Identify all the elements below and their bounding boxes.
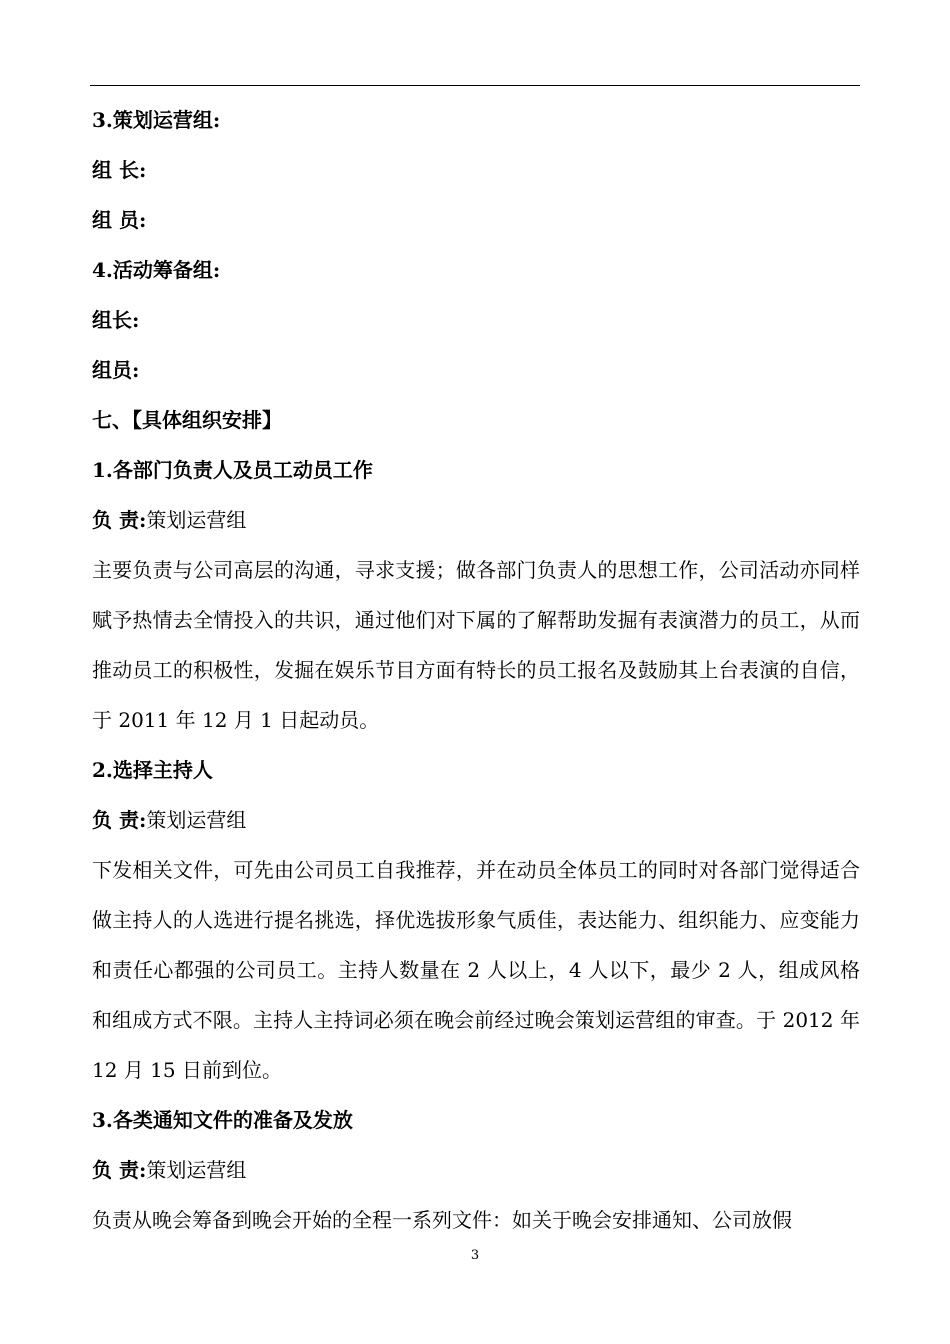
subsection-1-title: 1.各部门负责人及员工动员工作 (92, 458, 373, 482)
subsection-1-responsible (92, 495, 860, 545)
responsible-value: 策划运营组 (146, 508, 247, 532)
page-number: 3 (470, 1248, 480, 1263)
planning-group-leader: 组 长: (92, 158, 147, 182)
subsection-2-responsible (92, 795, 860, 845)
responsible-label: 负 责: (92, 508, 147, 532)
heading-preparation-group: 4.活动筹备组: (92, 258, 221, 282)
subsection-3-body: 负责从晚会筹备到晚会开始的全程一系列文件：如关于晚会安排通知、公司放假 (92, 1208, 792, 1232)
section-seven-heading: 七、【具体组织安排】 (92, 408, 282, 432)
subsection-1-body: 主要负责与公司高层的沟通，寻求支援；做各部门负责人的思想工作，公司活动亦同样赋予热情去全情投入的共识，通过他们对下属的了解帮助发掘有表演潜力的员工，从而推动员工的积极性，发掘在娱乐节目方面有特长的员工报名及鼓励其上台表演的自信，于 2011 年 12 月 1 日起动员。 (92, 558, 860, 732)
preparation-group-members: 组员: (92, 358, 140, 382)
responsible-value: 策划运营组 (146, 808, 247, 832)
preparation-group-leader: 组长: (92, 308, 140, 332)
planning-group-members: 组 员: (92, 208, 147, 232)
header-rule (90, 85, 860, 86)
subsection-2-title: 2.选择主持人 (92, 758, 213, 782)
responsible-label: 负 责: (92, 808, 147, 832)
heading-planning-group: 3.策划运营组: (92, 108, 221, 132)
responsible-value: 策划运营组 (146, 1158, 247, 1182)
document-body (92, 95, 860, 1245)
subsection-3-title: 3.各类通知文件的准备及发放 (92, 1108, 353, 1132)
responsible-label: 负 责: (92, 1158, 147, 1182)
subsection-2-body: 下发相关文件，可先由公司员工自我推荐，并在动员全体员工的同时对各部门觉得适合做主持人的人选进行提名挑选，择优选拔形象气质佳，表达能力、组织能力、应变能力和责任心都强的公司员工。主持人数量在 2 人以上，4 人以下，最少 2 人，组成风格和组成方式不限。主持人主持词必须在晚会前经过晚会策划运营组的审查。于 2012 年 12 月 15 日前到位。 (92, 858, 860, 1082)
subsection-3-responsible (92, 1145, 860, 1195)
